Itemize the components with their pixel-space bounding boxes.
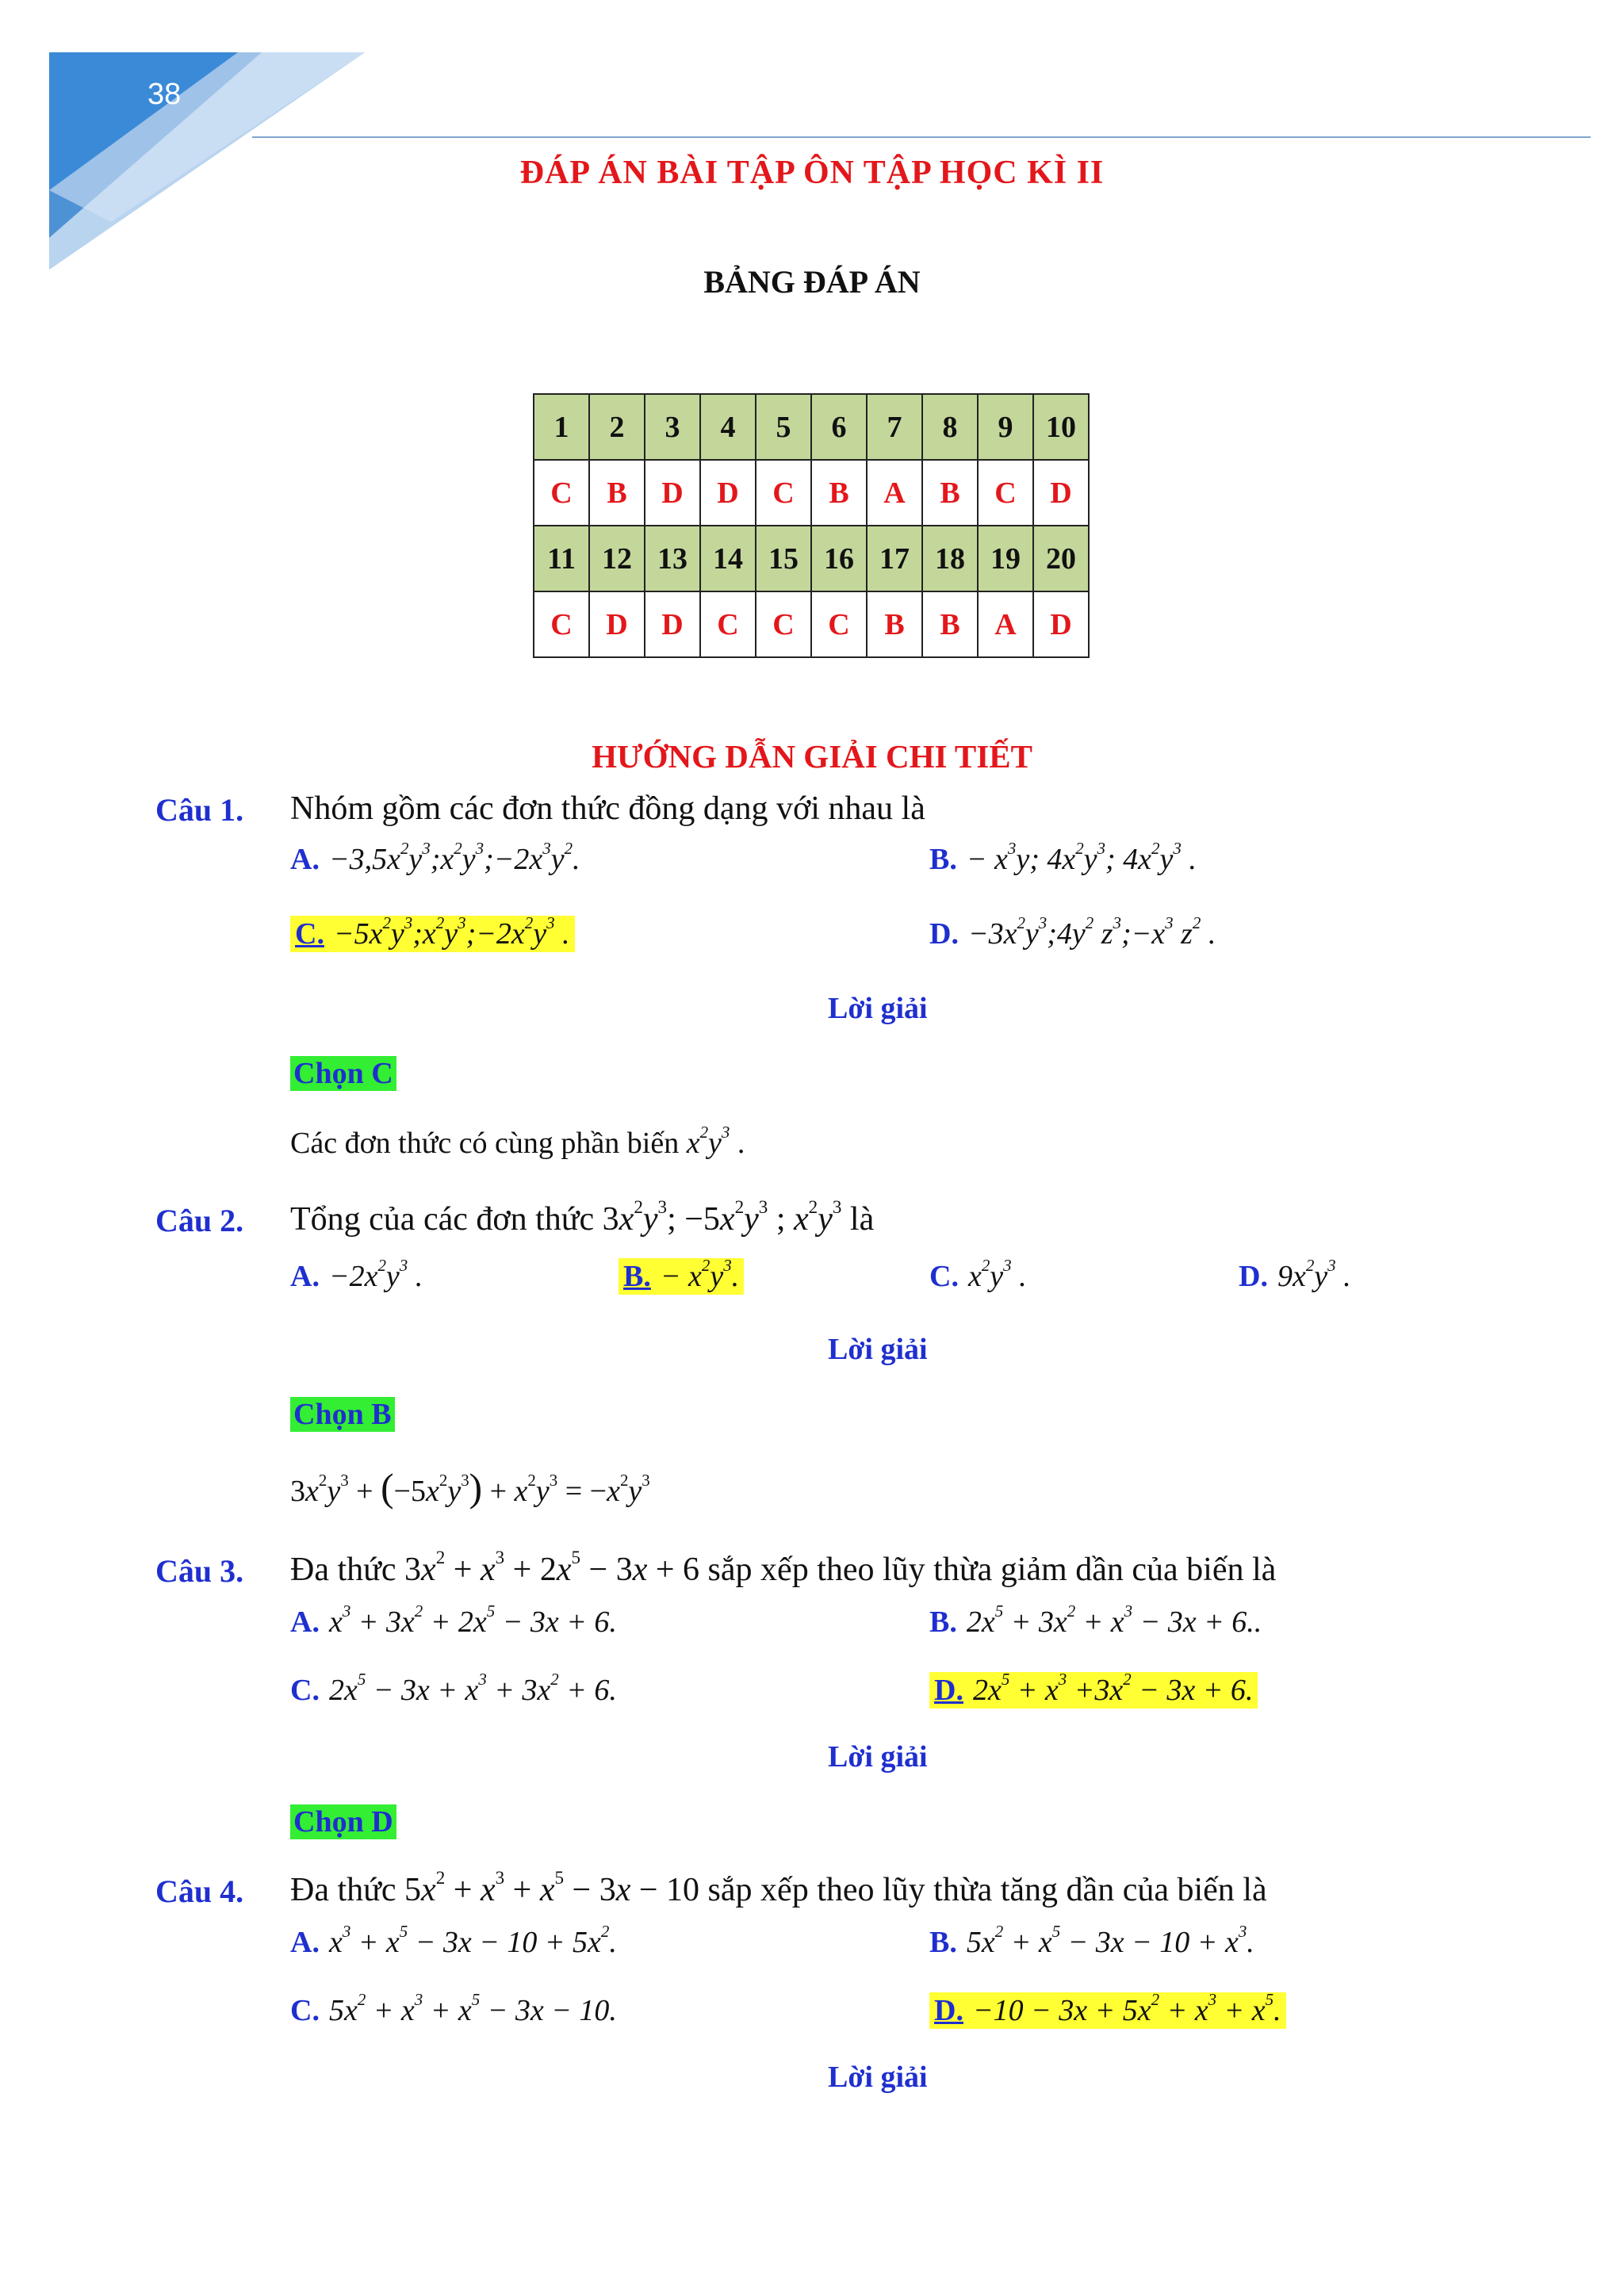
answer-table	[533, 393, 1090, 658]
question-4-option-c: C. $5x^2 + x^3 + x^5 - 3x - 10$.	[290, 1990, 617, 2027]
answer-table-answer-cell: D	[589, 591, 645, 657]
answer-table-answer-row	[534, 460, 1089, 526]
answer-table-number-cell: 16	[811, 526, 867, 591]
answer-table-number-cell: 9	[978, 394, 1033, 460]
question-3-label: Câu 3.	[155, 1553, 244, 1589]
answer-table-number-cell: 13	[645, 526, 700, 591]
answer-table-number-cell: 17	[867, 526, 922, 591]
answer-table-answer-cell: C	[811, 591, 867, 657]
question-1-option-a: A. $-3,5x^2y^3;x^2y^3;-2x^3y^2$.	[290, 839, 580, 876]
answer-table-answer-cell: B	[589, 460, 645, 526]
answer-table-number-cell: 5	[756, 394, 811, 460]
solution-label-3: Lời giải	[828, 1740, 928, 1774]
answer-table-answer-cell: C	[534, 460, 589, 526]
question-1-label: Câu 1.	[155, 792, 244, 828]
solution-label-2: Lời giải	[828, 1333, 928, 1366]
answer-table-answer-row	[534, 591, 1089, 657]
answer-table-number-cell: 10	[1033, 394, 1089, 460]
answer-table-answer-cell: B	[867, 591, 922, 657]
question-3-choice: Chọn D	[290, 1804, 396, 1839]
question-2-explanation: $3x^2y^3 + (-5x^2y^3) + x^2y^3 = -x^2y^3$	[290, 1466, 650, 1510]
question-1-option-b: B. − $x^3y$; $4x^2y^3$; $4x^2y^3$ .	[929, 839, 1197, 876]
solution-label-1: Lời giải	[828, 992, 928, 1025]
question-1-text: Nhóm gồm các đơn thức đồng dạng với nhau là	[290, 790, 925, 827]
answer-table-answer-cell: B	[922, 460, 978, 526]
answer-table-answer-cell: D	[645, 591, 700, 657]
question-4-option-a: A. $x^3 + x^5 - 3x - 10 + 5x^2$.	[290, 1922, 617, 1959]
answer-table-number-cell: 1	[534, 394, 589, 460]
answer-table-number-row	[534, 526, 1089, 591]
question-1-option-d: D. $-3x^2y^3;4y^2$ $z^3;-x^3$ $z^2$ .	[929, 913, 1216, 951]
question-2-option-d: D. $9x^2y^3$ .	[1239, 1256, 1351, 1293]
answer-table-title: BẢNG ĐÁP ÁN	[703, 264, 921, 300]
solution-label-4: Lời giải	[828, 2061, 928, 2094]
question-2-text: Tổng của các đơn thức $3x^2y^3$; $-5x^2y^3$ ; $x^2y^3$ là	[290, 1196, 875, 1238]
answer-table-number-cell: 12	[589, 526, 645, 591]
question-2-choice: Chọn B	[290, 1397, 395, 1432]
question-2-label: Câu 2.	[155, 1203, 244, 1238]
page-title: ĐÁP ÁN BÀI TẬP ÔN TẬP HỌC KÌ II	[519, 155, 1105, 191]
answer-table-number-cell: 19	[978, 526, 1033, 591]
answer-table-answer-cell: B	[922, 591, 978, 657]
question-2-option-b: B. − $x^2y^3$.	[619, 1259, 744, 1294]
question-1-option-c: C. $-5x^2y^3;x^2y^3;-2x^2y^3$ .	[290, 916, 575, 951]
answer-table-number-row	[534, 394, 1089, 460]
answer-table-answer-cell: C	[756, 460, 811, 526]
answer-table-number-cell: 3	[645, 394, 700, 460]
answer-table-number-cell: 18	[922, 526, 978, 591]
answer-table-answer-cell: D	[1033, 460, 1089, 526]
question-4-option-b: B. $5x^2 + x^5 - 3x - 10 + x^3$.	[929, 1922, 1254, 1959]
answer-table-number-cell: 14	[700, 526, 756, 591]
question-4-option-d: D. $-10 - 3x + 5x^2 + x^3 + x^5$.	[929, 1993, 1286, 2028]
answer-table-answer-cell: A	[978, 591, 1033, 657]
section-title: HƯỚNG DẪN GIẢI CHI TIẾT	[592, 738, 1032, 775]
question-3-text: Đa thức $3x^2 + x^3 + 2x^5 - 3x + 6$ sắp xếp theo lũy thừa giảm dần của biến là	[290, 1547, 1277, 1588]
answer-table-number-cell: 8	[922, 394, 978, 460]
answer-table-answer-cell: D	[1033, 591, 1089, 657]
question-2-option-c: C. $x^2y^3$ .	[929, 1256, 1027, 1293]
answer-table-answer-cell: D	[645, 460, 700, 526]
corner-decoration	[0, 0, 365, 285]
question-3-option-d: D. $2x^5 + x^3 +3x^2 - 3x + 6$.	[929, 1673, 1258, 1708]
question-4-text: Đa thức $5x^2 + x^3 + x^5 - 3x - 10$ sắp xếp theo lũy thừa tăng dần của biến là	[290, 1867, 1267, 1908]
answer-table-answer-cell: C	[978, 460, 1033, 526]
answer-table-answer-cell: A	[867, 460, 922, 526]
answer-table-number-cell: 15	[756, 526, 811, 591]
question-1-choice: Chọn C	[290, 1056, 396, 1091]
answer-table-number-cell: 20	[1033, 526, 1089, 591]
answer-table-number-cell: 2	[589, 394, 645, 460]
answer-table-number-cell: 11	[534, 526, 589, 591]
answer-table-answer-cell: D	[700, 460, 756, 526]
answer-table-answer-cell: C	[756, 591, 811, 657]
answer-table-number-cell: 4	[700, 394, 756, 460]
question-3-option-c: C. $2x^5 - 3x + x^3 + 3x^2 + 6$.	[290, 1670, 617, 1707]
question-2-option-a: A. $-2x^2y^3$ .	[290, 1256, 423, 1293]
page-number: 38	[147, 78, 182, 111]
question-4-label: Câu 4.	[155, 1873, 244, 1909]
answer-table-answer-cell: B	[811, 460, 867, 526]
header-rule	[252, 136, 1591, 138]
answer-table-number-cell: 7	[867, 394, 922, 460]
question-3-option-a: A. $x^3 + 3x^2 + 2x^5 - 3x + 6$.	[290, 1601, 617, 1639]
question-3-option-b: B. $2x^5 + 3x^2 + x^3 - 3x + 6$..	[929, 1601, 1262, 1639]
answer-table-answer-cell: C	[534, 591, 589, 657]
question-1-explanation: Các đơn thức có cùng phần biến $x^2y^3$ .	[290, 1123, 745, 1160]
answer-table-answer-cell: C	[700, 591, 756, 657]
answer-table-number-cell: 6	[811, 394, 867, 460]
